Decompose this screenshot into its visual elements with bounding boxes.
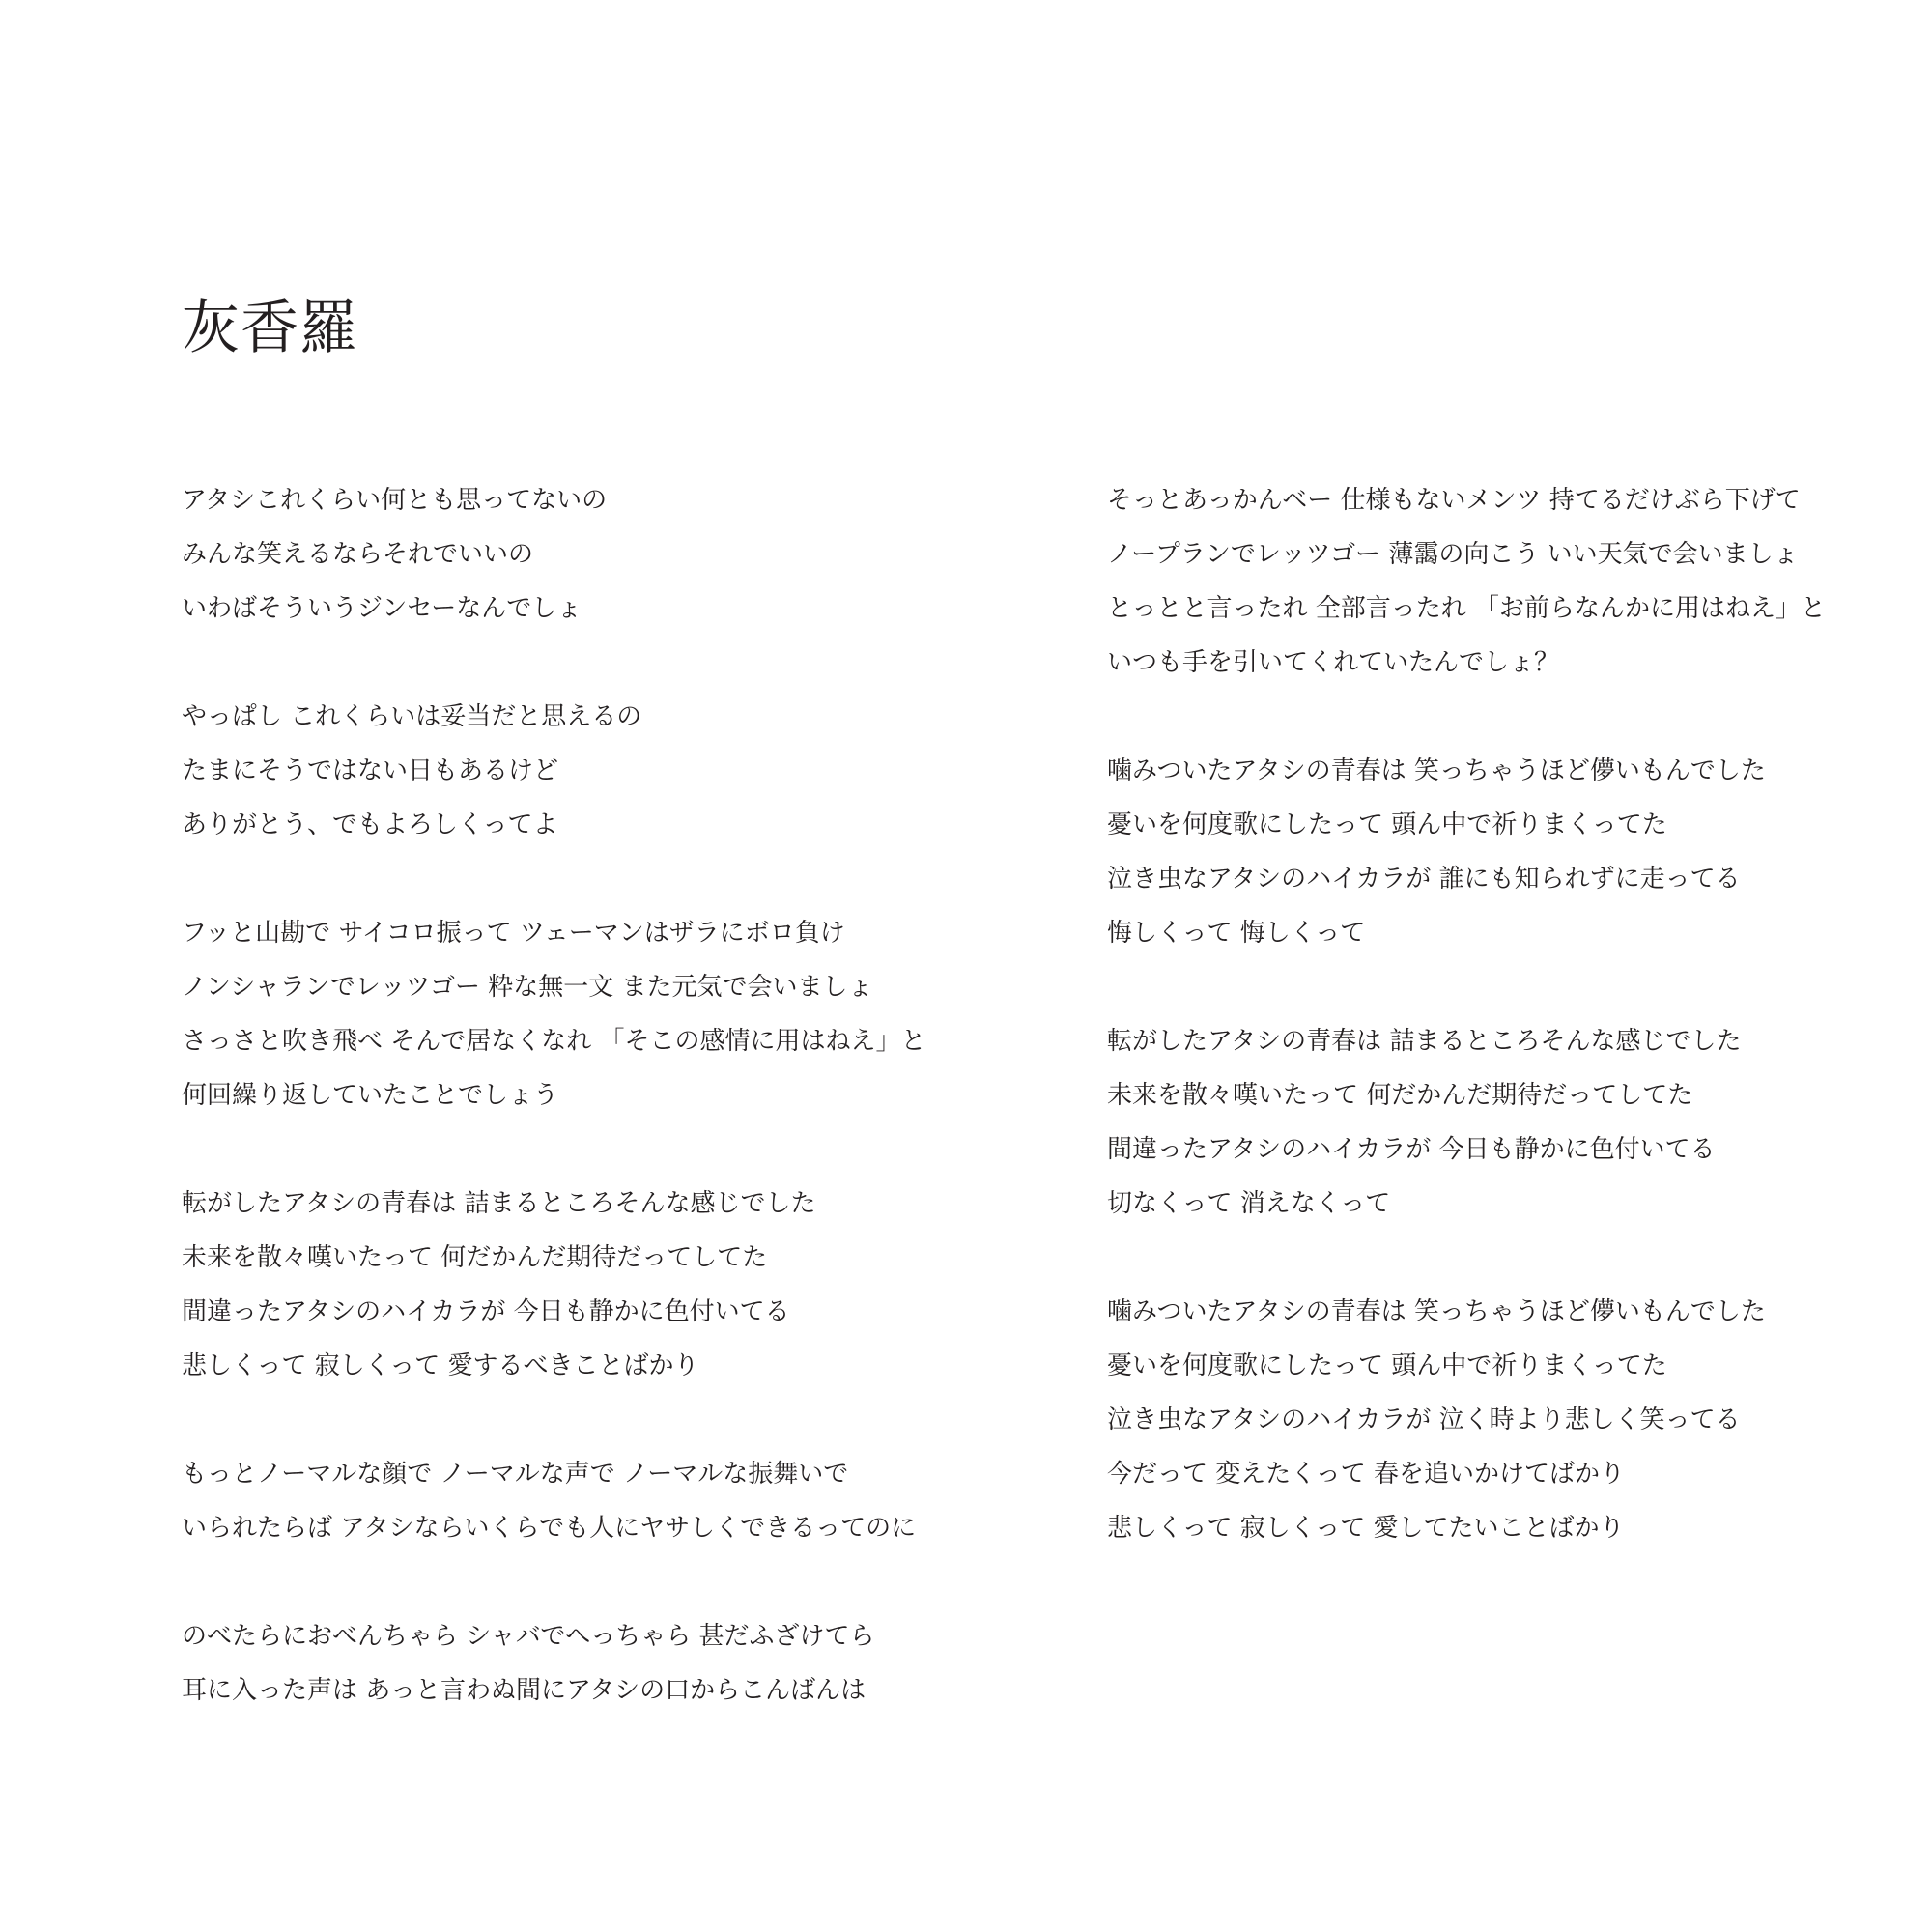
lyric-line: もっとノーマルな顔で ノーマルな声で ノーマルな振舞いで [182, 1460, 849, 1489]
lyric-line: とっとと言ったれ 全部言ったれ 「お前らなんかに用はねえ」と [1107, 594, 1827, 623]
lyric-line: いられたらば アタシならいくらでも人にヤサしくできるってのに [182, 1514, 917, 1543]
lyric-line: 悲しくって 寂しくって 愛するべきことばかり [182, 1351, 699, 1380]
lyric-line: みんな笑えるならそれでいいの [182, 540, 534, 569]
lyric-stanza [1107, 473, 1841, 690]
lyric-line: 憂いを何度歌にしたって 頭ん中で祈りまくってた [1107, 1351, 1667, 1380]
lyric-line: 悔しくって 悔しくって [1107, 919, 1366, 948]
lyric-line: 憂いを何度歌にしたって 頭ん中で祈りまくってた [1107, 810, 1667, 839]
lyric-line: たまにそうではない日もあるけど [182, 756, 559, 785]
lyric-line: 転がしたアタシの青春は 詰まるところそんな感じでした [1107, 1027, 1742, 1056]
lyric-stanza [1107, 744, 1841, 960]
lyric-line: 噛みついたアタシの青春は 笑っちゃうほど儚いもんでした [1107, 756, 1766, 785]
lyric-line: 何回繰り返していたことでしょう [182, 1081, 559, 1110]
lyric-line: そっとあっかんベー 仕様もないメンツ 持てるだけぶら下げて [1107, 486, 1801, 515]
lyric-line: さっさと吹き飛べ そんで居なくなれ 「そこの感情に用はねえ」と [182, 1027, 926, 1056]
lyric-line: 泣き虫なアタシのハイカラが 泣く時より悲しく笑ってる [1107, 1406, 1741, 1435]
lyric-line: 間違ったアタシのハイカラが 今日も静かに色付いてる [182, 1297, 790, 1326]
lyric-line: 間違ったアタシのハイカラが 今日も静かに色付いてる [1107, 1135, 1716, 1164]
lyric-line: ノンシャランでレッツゴー 粋な無一文 また元気で会いましょ [182, 973, 873, 1002]
lyrics-column-right [1107, 473, 1841, 1609]
lyric-line: 泣き虫なアタシのハイカラが 誰にも知られずに走ってる [1107, 865, 1741, 894]
lyric-line: ありがとう、でもよろしくってよ [182, 810, 558, 839]
lyric-line: 今だって 変えたくって 春を追いかけてばかり [1107, 1460, 1626, 1489]
lyric-stanza [182, 1609, 916, 1718]
lyric-line: 切なくって 消えなくって [1107, 1189, 1391, 1218]
lyric-stanza [182, 906, 926, 1122]
page-title: 灰香羅 [182, 295, 358, 362]
lyric-line: アタシこれくらい何とも思ってないの [182, 486, 608, 515]
lyric-stanza [182, 690, 916, 852]
lyric-stanza [182, 473, 916, 636]
lyric-line: 未来を散々嘆いたって 何だかんだ期待だってしてた [182, 1243, 768, 1272]
lyric-line: 噛みついたアタシの青春は 笑っちゃうほど儚いもんでした [1107, 1297, 1766, 1326]
lyric-line: 耳に入った声は あっと言わぬ間にアタシの口からこんばんは [182, 1676, 867, 1705]
lyric-line: フッと山勘で サイコロ振って ツェーマンはザラにボロ負け [182, 919, 845, 948]
lyric-stanza [1107, 1014, 1841, 1231]
lyric-line: 転がしたアタシの青春は 詰まるところそんな感じでした [182, 1189, 816, 1218]
lyric-line: ノープランでレッツゴー 薄靄の向こう いい天気で会いましょ [1107, 540, 1799, 569]
lyric-line: のべたらにおべんちゃら シャバでへっちゃら 甚だふざけてら [182, 1622, 875, 1651]
lyrics-column-left [182, 473, 926, 1772]
lyric-line: 悲しくって 寂しくって 愛してたいことばかり [1107, 1514, 1625, 1543]
lyric-stanza [1107, 1285, 1841, 1555]
lyric-line: やっぱし これくらいは妥当だと思えるの [182, 702, 642, 731]
lyric-line: 未来を散々嘆いたって 何だかんだ期待だってしてた [1107, 1081, 1693, 1110]
lyric-line: いつも手を引いてくれていたんでしょ？ [1107, 648, 1560, 677]
lyric-line: いわばそういうジンセーなんでしょ [182, 594, 582, 623]
lyric-stanza [182, 1177, 916, 1393]
lyric-stanza [182, 1447, 916, 1555]
